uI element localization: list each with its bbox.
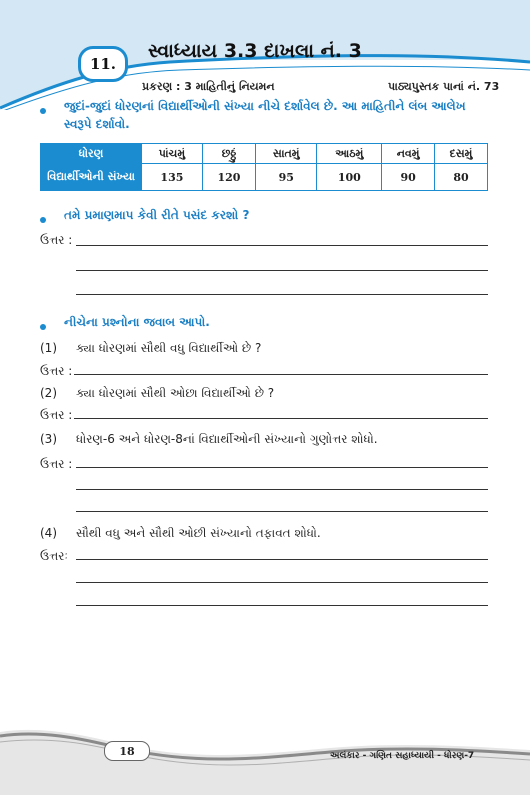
sub-question-number: (2) — [40, 386, 57, 400]
exercise-number: 11. — [89, 55, 117, 73]
table-cell: 80 — [435, 164, 488, 191]
question-1-line-1: જુદાં-જુદાં ધોરણનાં વિદ્યાર્થીઓની સંખ્યા નીચે દર્શાવેલ છે. આ માહિતીને લંબ આલેખ — [64, 99, 466, 113]
bullet-icon — [40, 217, 46, 223]
question-1-line-2: સ્વરૂપે દર્શાવો. — [64, 117, 130, 131]
answer-line[interactable] — [76, 582, 488, 583]
footer-book-title: અલંકાર - ગણિત સહાધ્યાયી - ધોરણ-7 — [330, 751, 475, 761]
exercise-number-badge — [78, 46, 128, 82]
student-data-table — [40, 143, 488, 191]
column-header: નવમું — [382, 144, 435, 164]
row-header-standard: ધોરણ — [41, 144, 142, 164]
table-header-row — [41, 144, 488, 164]
answer-line[interactable] — [76, 294, 488, 295]
answer-label: ઉત્તર : — [40, 408, 73, 422]
sub-question-text: ક્યા ધોરણમાં સૌથી વધુ વિદ્યાર્થીઓ છે ? — [76, 341, 262, 355]
answer-label: ઉત્તર : — [40, 457, 73, 471]
question-2-text: તમે પ્રમાણમાપ કેવી રીતે પસંદ કરશો ? — [64, 208, 250, 222]
sub-question-text: ધોરણ-6 અને ધોરણ-8નાં વિદ્યાર્થીઓની સંખ્યાનો ગુણોત્તર શોધો. — [76, 432, 378, 446]
sub-question-number: (1) — [40, 341, 57, 355]
sub-question-text: ક્યા ધોરણમાં સૌથી ઓછા વિદ્યાર્થીઓ છે ? — [76, 386, 275, 400]
answer-line[interactable] — [76, 489, 488, 490]
answer-line[interactable] — [76, 559, 488, 560]
question-3-text: નીચેના પ્રશ્નોના જવાબ આપો. — [64, 315, 210, 329]
row-header-students: વિદ્યાર્થીઓની સંખ્યા — [41, 164, 142, 191]
table-cell: 135 — [142, 164, 203, 191]
chapter-label: પ્રકરણ : 3 માહિતીનું નિયમન — [142, 80, 275, 93]
answer-line[interactable] — [74, 374, 488, 375]
table-cell: 95 — [256, 164, 317, 191]
answer-line[interactable] — [76, 245, 488, 246]
column-header: દસમું — [435, 144, 488, 164]
sub-question-number: (4) — [40, 526, 57, 540]
answer-line[interactable] — [74, 418, 488, 419]
column-header: છઠ્ઠું — [202, 144, 255, 164]
column-header: પાંચમું — [142, 144, 203, 164]
bullet-icon — [40, 324, 46, 330]
table-cell: 100 — [317, 164, 382, 191]
table-cell: 120 — [202, 164, 255, 191]
sub-question-number: (3) — [40, 432, 57, 446]
answer-line[interactable] — [76, 511, 488, 512]
answer-line[interactable] — [76, 605, 488, 606]
answer-label: ઉત્તર : — [40, 364, 73, 378]
page-number: 18 — [119, 744, 135, 758]
answer-line[interactable] — [76, 270, 488, 271]
page-title: સ્વાધ્યાય 3.3 દાખલા નં. 3 — [148, 40, 362, 62]
answer-line[interactable] — [76, 467, 488, 468]
page-number-badge — [104, 741, 150, 761]
answer-label: ઉત્તરઃ — [40, 549, 68, 563]
table-cell: 90 — [382, 164, 435, 191]
textbook-page-ref: પાઠ્યપુસ્તક પાનાં નં. 73 — [388, 80, 500, 93]
sub-question-text: સૌથી વધુ અને સૌથી ઓછી સંખ્યાનો તફાવત શોધો. — [76, 526, 321, 540]
bullet-icon — [40, 108, 46, 114]
column-header: સાતમું — [256, 144, 317, 164]
column-header: આઠમું — [317, 144, 382, 164]
answer-label: ઉત્તર : — [40, 233, 73, 247]
table-row — [41, 164, 488, 191]
